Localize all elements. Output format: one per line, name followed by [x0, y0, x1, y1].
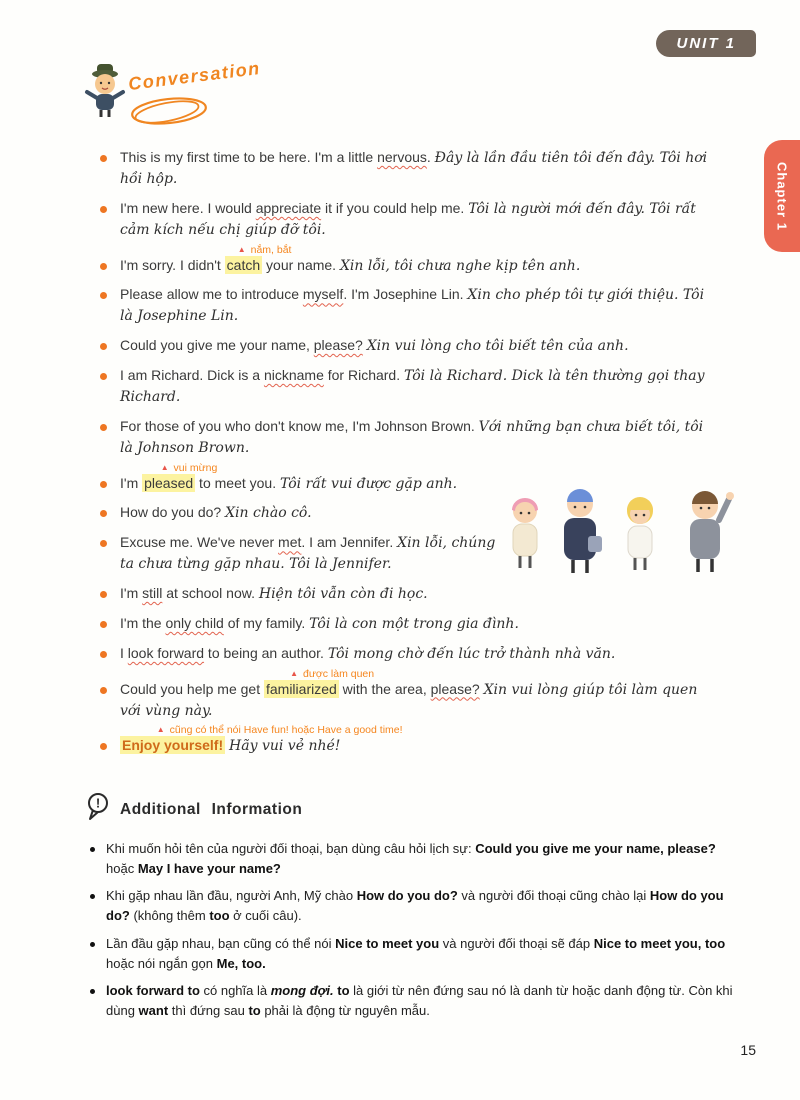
conversation-item: [98, 285, 712, 327]
svg-text:!: !: [95, 795, 101, 811]
text-segment: I'm sorry. I didn't: [120, 256, 225, 273]
scribble-oval-icon: [126, 90, 212, 137]
english-sentence: [120, 504, 221, 520]
text-segment: . I am Jennifer.: [301, 534, 394, 551]
text-segment: to: [248, 1002, 261, 1018]
vietnamese-translation: Xin cho phép tôi tự giới thiệu. Tôi là Josephine Lin.: [120, 287, 705, 325]
text-segment: hoặc nói ngắn gọn: [106, 955, 217, 971]
text-segment: Nice to meet you, too: [593, 935, 726, 951]
conversation-item: [98, 148, 712, 190]
annotation: ▲ được làm quen: [290, 667, 375, 680]
text-segment: (không thêm: [129, 908, 210, 924]
text-segment: . I'm Josephine Lin.: [343, 286, 464, 303]
text-segment: familiarized: [265, 680, 337, 697]
vietnamese-translation: Xin lỗi, chúng ta chưa từng gặp nhau. Tôi là Jennifer.: [120, 535, 496, 573]
text-segment: Nice to meet you: [335, 935, 440, 951]
text-segment: with the area,: [338, 680, 431, 697]
conversation-item: [98, 614, 712, 635]
annotation-arrow-icon: ▲: [290, 668, 299, 678]
text-segment: và người đối thoại sẽ đáp: [439, 935, 594, 951]
text-segment: please?: [430, 680, 480, 697]
man-waving: [690, 491, 734, 572]
additional-information-header: [86, 792, 736, 827]
text-segment: to being an author.: [204, 644, 324, 661]
english-sentence: [120, 461, 277, 491]
vietnamese-translation: Hiện tôi vẫn còn đi học.: [258, 586, 428, 602]
conversation-item: [98, 724, 712, 757]
vietnamese-translation: Tôi mong chờ đến lúc trở thành nhà văn.: [327, 645, 616, 662]
conversation-header: [82, 57, 342, 140]
additional-information-title: Additional Information: [120, 800, 303, 818]
conversation-title: Conversation: [127, 57, 262, 95]
text-segment: only child: [165, 614, 224, 631]
annotated-word: [142, 461, 218, 491]
text-segment: Enjoy yourself!: [122, 737, 224, 754]
text-segment: Lần đầu gặp nhau, bạn cũng có thể nói: [106, 935, 336, 951]
conversation-item: [98, 644, 712, 665]
vietnamese-translation: Tôi là con một trong gia đình.: [309, 615, 519, 632]
text-segment: look forward to: [106, 982, 200, 998]
english-sentence: [120, 243, 337, 273]
text-segment: Could you give me your name,: [120, 337, 314, 354]
conversation-item: [98, 366, 712, 408]
text-segment: mong đợi.: [270, 982, 334, 998]
english-sentence: [120, 286, 464, 302]
text-segment: look forward: [127, 644, 205, 661]
conversation-item: [98, 533, 502, 575]
english-sentence: [120, 534, 393, 550]
unit-tab: UNIT 1: [656, 30, 756, 57]
text-segment: appreciate: [255, 199, 322, 216]
text-segment: Could you give me your name, please?: [475, 841, 716, 856]
annotation: ▲ vui mừng: [160, 461, 218, 474]
annotation: ▲ cũng có thể nói Have fun! hoặc Have a good time!: [156, 724, 403, 737]
speech-bubble-icon: [86, 792, 110, 827]
vietnamese-translation: Hãy vui vẻ nhé!: [229, 738, 341, 755]
text-segment: là giới từ nên đứng sau nó là danh từ hoặc danh động từ. Còn khi dùng: [106, 982, 733, 1018]
text-segment: Khi muốn hỏi tên của người đối thoại, bạn dùng câu hỏi lịch sự:: [106, 841, 476, 856]
text-segment: I'm: [120, 585, 143, 601]
text-segment: nervous: [377, 149, 427, 165]
text-segment: Could you help me get: [120, 680, 264, 697]
text-segment: có nghĩa là: [199, 982, 271, 998]
vietnamese-translation: Xin lỗi, tôi chưa nghe kịp tên anh.: [339, 257, 581, 274]
text-segment: nickname: [263, 367, 324, 383]
vietnamese-translation: Tôi là người mới đến đây. Tôi rất cảm kích nếu chị giúp đỡ tôi.: [120, 200, 696, 238]
vietnamese-translation: Xin vui lòng cho tôi biết tên của anh.: [366, 338, 629, 355]
text-segment: too: [209, 908, 230, 924]
text-segment: I'm the: [120, 614, 166, 631]
girl-blonde: [627, 497, 653, 570]
additional-information-list: [86, 839, 736, 1021]
characters-illustration: [500, 475, 740, 583]
text-segment: For those of you who don't know me, I'm Johnson Brown.: [120, 417, 475, 434]
vietnamese-translation: Xin chào cô.: [225, 505, 312, 522]
english-sentence: [120, 367, 400, 383]
text-segment: ở cuối câu).: [229, 908, 302, 924]
text-segment: thì đứng sau: [168, 1002, 249, 1018]
annotation-arrow-icon: ▲: [156, 725, 165, 735]
english-sentence: [120, 149, 431, 165]
mascot-boy-icon: [82, 62, 128, 125]
text-segment: of my family.: [223, 614, 306, 631]
text-segment: và người đối thoại cũng chào lại: [457, 888, 650, 904]
vietnamese-translation: Xin vui lòng giúp tôi làm quen với vùng này.: [120, 681, 698, 719]
conversation-list: [98, 148, 712, 766]
vietnamese-translation: Tôi rất vui được gặp anh.: [280, 475, 458, 492]
conversation-item: [98, 417, 712, 459]
conversation-item: [98, 461, 502, 495]
text-segment: I: [120, 644, 128, 661]
text-segment: pleased: [144, 474, 194, 491]
text-segment: May I have your name?: [137, 861, 281, 877]
conversation-item: [98, 336, 712, 357]
text-segment: want: [138, 1002, 169, 1018]
english-sentence: [120, 615, 305, 631]
english-sentence: [120, 200, 464, 216]
text-segment: Me, too.: [216, 955, 266, 971]
vietnamese-translation: Đây là lần đầu tiên tôi đến đây. Tôi hơi hồi hộp.: [120, 150, 708, 187]
conversation-item: [98, 584, 712, 605]
additional-information-section: [86, 792, 736, 1028]
annotation-arrow-icon: ▲: [237, 244, 246, 254]
english-sentence: [120, 667, 480, 697]
text-segment: your name.: [262, 256, 337, 273]
english-sentence: [120, 645, 324, 661]
text-segment: I'm: [120, 474, 143, 491]
text-segment: please?: [313, 337, 363, 354]
text-segment: still: [142, 585, 163, 601]
conversation-item: [98, 199, 712, 241]
additional-information-item: [86, 934, 736, 974]
text-segment: at school now.: [162, 585, 255, 601]
chapter-tab: Chapter 1: [764, 140, 800, 252]
text-segment: How do you do?: [106, 888, 724, 924]
text-segment: phải là động từ nguyên mẫu.: [260, 1002, 430, 1018]
annotated-word: [264, 667, 375, 697]
text-segment: This is my first time to be here. I'm a little: [120, 149, 378, 165]
text-segment: Khi gặp nhau lần đầu, người Anh, Mỹ chào: [106, 888, 357, 904]
text-segment: myself: [302, 286, 344, 303]
conversation-item: [98, 667, 712, 722]
text-segment: How do you do?: [356, 888, 458, 904]
page-number: 15: [740, 1042, 756, 1058]
text-segment: hoặc: [106, 861, 138, 877]
girl-pink-hat: [512, 498, 538, 568]
text-segment: met: [278, 534, 302, 551]
additional-information-item: [86, 886, 736, 926]
conversation-item: [98, 243, 712, 277]
english-sentence: [120, 337, 363, 353]
text-segment: to meet you.: [195, 474, 277, 491]
person-blue-beanie: [564, 489, 602, 573]
text-segment: catch: [226, 256, 261, 273]
text-segment: Excuse me. We've never: [120, 534, 279, 551]
annotation: ▲ nắm, bắt: [237, 243, 292, 256]
text-segment: How do you do?: [120, 504, 222, 521]
english-sentence: [120, 585, 255, 601]
additional-information-item: [86, 981, 736, 1021]
text-segment: to: [337, 982, 350, 998]
text-segment: Please allow me to introduce: [120, 286, 303, 303]
english-sentence: [120, 418, 475, 434]
annotated-word: [225, 243, 292, 273]
text-segment: it if you could help me.: [321, 199, 465, 216]
additional-information-item: [86, 839, 736, 879]
annotation-arrow-icon: ▲: [160, 462, 169, 472]
conversation-item: [98, 503, 502, 524]
text-segment: .: [426, 149, 431, 165]
vietnamese-translation: Tôi là Richard. Dick là tên thường gọi thay Richard.: [120, 368, 705, 405]
text-segment: I'm new here. I would: [120, 199, 256, 216]
text-segment: for Richard.: [323, 367, 401, 383]
vietnamese-translation: Với những bạn chưa biết tôi, tôi là Johnson Brown.: [120, 418, 704, 456]
text-segment: I am Richard. Dick is a: [120, 367, 264, 383]
